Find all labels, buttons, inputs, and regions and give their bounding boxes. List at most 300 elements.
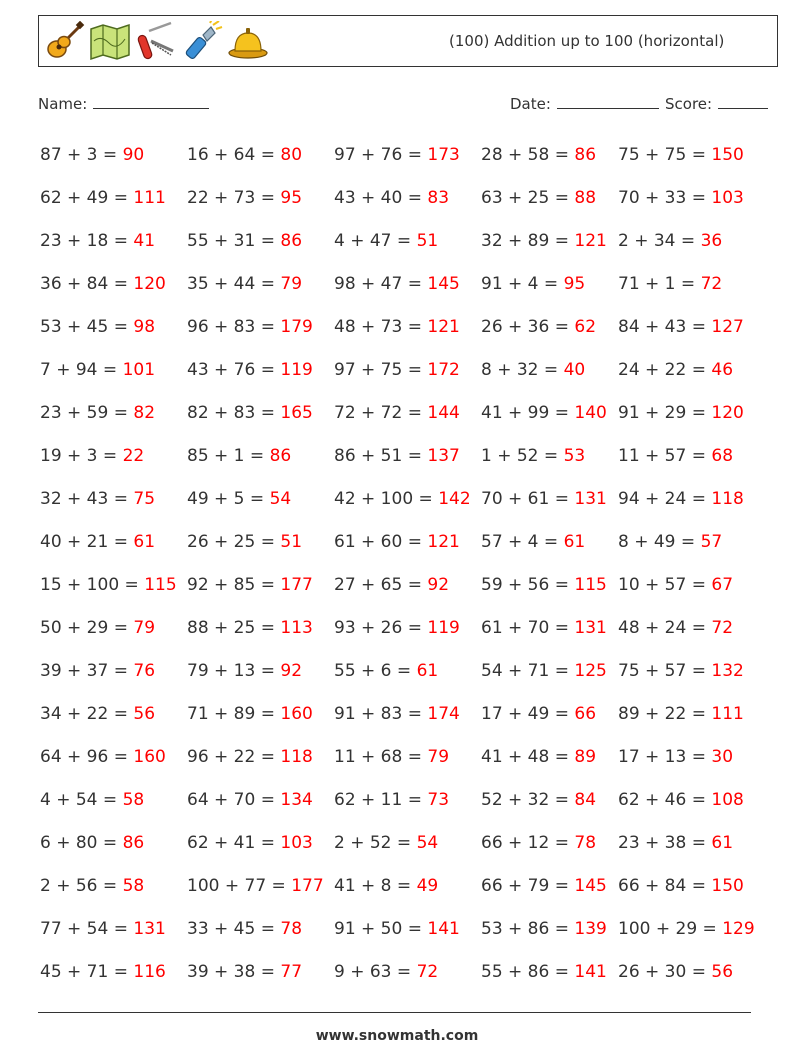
problem-item [40,349,187,392]
problem-expression: 22 + 73 = [187,188,281,208]
problem-answer: 108 [711,790,744,810]
problem-answer: 79 [280,274,303,294]
problem-answer: 118 [280,747,313,767]
problem-expression: 91 + 50 = [334,919,428,939]
problem-expression: 100 + 29 = [618,919,723,939]
problem-answer: 115 [144,575,177,595]
problem-item [618,908,768,951]
problem-expression: 42 + 100 = [334,489,439,509]
problem-item [40,521,187,564]
problem-item [40,306,187,349]
problem-answer: 49 [416,876,439,896]
problem-item [40,177,187,220]
problem-expression: 15 + 100 = [40,575,145,595]
problem-item [481,736,618,779]
problem-item [187,177,334,220]
problem-item [187,349,334,392]
problem-item [481,263,618,306]
problem-answer: 78 [280,919,303,939]
guitar-icon [43,21,85,61]
problem-expression: 49 + 5 = [187,489,270,509]
problem-answer: 160 [133,747,166,767]
problem-item [334,521,481,564]
problem-item [334,220,481,263]
problem-expression: 88 + 25 = [187,618,281,638]
problem-answer: 78 [574,833,597,853]
problem-item [618,134,768,177]
problem-item [481,951,618,994]
problem-answer: 134 [280,790,313,810]
problem-item [334,349,481,392]
problem-expression: 62 + 11 = [334,790,428,810]
problem-answer: 145 [427,274,460,294]
problem-item [334,736,481,779]
problem-expression: 61 + 60 = [334,532,428,552]
problem-expression: 77 + 54 = [40,919,134,939]
problem-answer: 61 [133,532,156,552]
problem-item [481,650,618,693]
footer-divider [38,1012,751,1013]
problem-item [618,263,768,306]
problem-answer: 139 [574,919,607,939]
header-box [38,15,778,67]
problem-expression: 59 + 56 = [481,575,575,595]
problem-answer: 173 [427,145,460,165]
problem-answer: 73 [427,790,450,810]
problem-item [40,779,187,822]
problem-item [481,220,618,263]
problem-answer: 67 [711,575,734,595]
problem-item [187,263,334,306]
problem-item [40,908,187,951]
problem-expression: 23 + 59 = [40,403,134,423]
problem-item [618,220,768,263]
problem-answer: 40 [563,360,586,380]
problem-item [334,435,481,478]
problem-item [481,564,618,607]
problem-item [40,951,187,994]
problem-item [481,134,618,177]
problem-answer: 36 [700,231,723,251]
problem-answer: 30 [711,747,734,767]
problem-expression: 7 + 94 = [40,360,123,380]
problem-item [618,779,768,822]
problem-answer: 141 [574,962,607,982]
problem-expression: 70 + 33 = [618,188,712,208]
problem-item [334,865,481,908]
problem-answer: 92 [280,661,303,681]
problem-item [40,607,187,650]
problem-expression: 8 + 49 = [618,532,701,552]
problem-expression: 48 + 73 = [334,317,428,337]
problem-expression: 26 + 36 = [481,317,575,337]
problem-expression: 62 + 41 = [187,833,281,853]
problem-item [481,822,618,865]
problem-expression: 43 + 76 = [187,360,281,380]
problem-expression: 96 + 83 = [187,317,281,337]
problem-expression: 97 + 75 = [334,360,428,380]
problem-item [187,607,334,650]
problem-item [187,693,334,736]
problem-item [481,392,618,435]
problem-expression: 96 + 22 = [187,747,281,767]
problem-answer: 72 [416,962,439,982]
problem-item [334,908,481,951]
problem-answer: 165 [280,403,313,423]
problem-item [187,435,334,478]
problem-item [334,951,481,994]
problem-expression: 66 + 12 = [481,833,575,853]
problem-item [40,865,187,908]
problem-item [334,650,481,693]
problem-item [618,650,768,693]
problem-expression: 72 + 72 = [334,403,428,423]
problem-answer: 103 [711,188,744,208]
problem-item [481,693,618,736]
problem-answer: 86 [574,145,597,165]
problem-expression: 89 + 22 = [618,704,712,724]
problem-item [187,564,334,607]
problem-answer: 111 [133,188,166,208]
problem-item [187,478,334,521]
problem-answer: 179 [280,317,313,337]
problem-item [187,521,334,564]
problem-expression: 92 + 85 = [187,575,281,595]
problem-item [187,650,334,693]
score-blank[interactable] [718,92,768,109]
problem-expression: 75 + 75 = [618,145,712,165]
problem-item [618,306,768,349]
problem-expression: 71 + 89 = [187,704,281,724]
problem-expression: 66 + 84 = [618,876,712,896]
problem-answer: 145 [574,876,607,896]
problem-answer: 82 [133,403,156,423]
problem-expression: 85 + 1 = [187,446,270,466]
footer-site: www.snowmath.com [315,1028,479,1044]
problem-item [618,693,768,736]
problem-expression: 23 + 18 = [40,231,134,251]
bell-icon [227,21,269,61]
problem-item [481,521,618,564]
problem-expression: 50 + 29 = [40,618,134,638]
problem-item [187,779,334,822]
problem-answer: 150 [711,876,744,896]
problem-expression: 91 + 29 = [618,403,712,423]
problem-expression: 55 + 86 = [481,962,575,982]
problem-expression: 43 + 40 = [334,188,428,208]
problem-item [334,134,481,177]
problem-answer: 79 [427,747,450,767]
problem-answer: 137 [427,446,460,466]
problem-answer: 119 [280,360,313,380]
problem-answer: 88 [574,188,597,208]
problem-expression: 64 + 96 = [40,747,134,767]
problem-item [40,392,187,435]
problem-answer: 131 [574,618,607,638]
problem-item [481,779,618,822]
problem-item [618,607,768,650]
problem-answer: 141 [427,919,460,939]
problem-item [187,908,334,951]
problem-answer: 41 [133,231,156,251]
problem-expression: 2 + 34 = [618,231,701,251]
problem-answer: 121 [574,231,607,251]
problem-answer: 113 [280,618,313,638]
problem-expression: 17 + 13 = [618,747,712,767]
problem-expression: 19 + 3 = [40,446,123,466]
problem-answer: 84 [574,790,597,810]
problem-item [618,822,768,865]
problem-answer: 174 [427,704,460,724]
problem-expression: 84 + 43 = [618,317,712,337]
problem-expression: 41 + 8 = [334,876,417,896]
problem-answer: 101 [122,360,156,380]
problem-answer: 86 [269,446,292,466]
problem-item [618,435,768,478]
problem-answer: 95 [280,188,303,208]
problem-expression: 54 + 71 = [481,661,575,681]
problem-expression: 91 + 83 = [334,704,428,724]
problem-item [618,865,768,908]
problem-answer: 121 [427,532,460,552]
problem-answer: 54 [269,489,292,509]
problem-item [334,822,481,865]
problem-expression: 41 + 99 = [481,403,575,423]
problem-answer: 177 [280,575,313,595]
problem-expression: 35 + 44 = [187,274,281,294]
problem-item [618,951,768,994]
problem-answer: 72 [711,618,734,638]
problem-answer: 46 [711,360,734,380]
problem-answer: 58 [122,790,145,810]
problem-answer: 90 [122,145,145,165]
problem-answer: 115 [574,575,607,595]
problem-answer: 125 [574,661,607,681]
problem-answer: 61 [563,532,586,552]
problem-expression: 40 + 21 = [40,532,134,552]
problem-expression: 82 + 83 = [187,403,281,423]
problem-item [40,478,187,521]
name-label: Name: [38,95,88,113]
problem-answer: 61 [416,661,439,681]
problem-answer: 72 [700,274,723,294]
problem-expression: 62 + 49 = [40,188,134,208]
problem-expression: 100 + 77 = [187,876,292,896]
problem-item [40,650,187,693]
problem-expression: 2 + 56 = [40,876,123,896]
problem-answer: 68 [711,446,734,466]
problem-answer: 76 [133,661,156,681]
problem-expression: 53 + 86 = [481,919,575,939]
problem-item [40,220,187,263]
problem-answer: 111 [711,704,744,724]
problem-expression: 63 + 25 = [481,188,575,208]
score-label: Score: [665,95,713,113]
problem-expression: 28 + 58 = [481,145,575,165]
problem-answer: 132 [711,661,744,681]
problem-item [334,263,481,306]
problem-answer: 86 [122,833,145,853]
problem-expression: 98 + 47 = [334,274,428,294]
problem-expression: 9 + 63 = [334,962,417,982]
problem-item [481,478,618,521]
problem-expression: 27 + 65 = [334,575,428,595]
problem-expression: 39 + 37 = [40,661,134,681]
problem-expression: 11 + 68 = [334,747,428,767]
problem-item [481,435,618,478]
problem-expression: 45 + 71 = [40,962,134,982]
problem-item [618,177,768,220]
problem-expression: 32 + 89 = [481,231,575,251]
problem-expression: 6 + 80 = [40,833,123,853]
problem-answer: 118 [711,489,744,509]
score-field [665,92,768,114]
problem-item [334,306,481,349]
problem-expression: 1 + 52 = [481,446,564,466]
problem-expression: 55 + 31 = [187,231,281,251]
problem-expression: 94 + 24 = [618,489,712,509]
problem-answer: 77 [280,962,303,982]
header-icons [43,21,269,61]
problem-answer: 58 [122,876,145,896]
problem-item [334,693,481,736]
problem-item [618,478,768,521]
problem-answer: 57 [700,532,723,552]
problem-item [481,607,618,650]
problem-expression: 87 + 3 = [40,145,123,165]
problem-answer: 22 [122,446,145,466]
problem-item [618,521,768,564]
map-icon [89,21,131,61]
problem-answer: 119 [427,618,460,638]
problem-answer: 142 [438,489,471,509]
problem-answer: 121 [427,317,460,337]
problem-item [334,607,481,650]
problem-item [187,736,334,779]
problem-item [334,392,481,435]
problem-expression: 64 + 70 = [187,790,281,810]
date-label: Date: [510,95,551,113]
problem-item [618,564,768,607]
problem-answer: 116 [133,962,166,982]
problem-answer: 83 [427,188,450,208]
name-field [38,92,209,114]
problem-answer: 160 [280,704,313,724]
flashlight-icon [181,21,223,61]
problem-item [334,779,481,822]
problem-answer: 127 [711,317,744,337]
problem-item [618,736,768,779]
problem-answer: 80 [280,145,303,165]
problem-answer: 131 [133,919,166,939]
problem-expression: 79 + 13 = [187,661,281,681]
problem-expression: 11 + 57 = [618,446,712,466]
problem-answer: 172 [427,360,460,380]
problem-expression: 75 + 57 = [618,661,712,681]
problem-expression: 33 + 45 = [187,919,281,939]
problem-answer: 120 [133,274,166,294]
problem-expression: 26 + 30 = [618,962,712,982]
problem-item [187,951,334,994]
problem-expression: 32 + 43 = [40,489,134,509]
problem-expression: 10 + 57 = [618,575,712,595]
problem-answer: 53 [563,446,586,466]
problem-answer: 51 [416,231,439,251]
problem-expression: 53 + 45 = [40,317,134,337]
problem-expression: 4 + 47 = [334,231,417,251]
problem-item [481,349,618,392]
problem-expression: 8 + 32 = [481,360,564,380]
problem-answer: 150 [711,145,744,165]
problem-expression: 97 + 76 = [334,145,428,165]
problem-expression: 52 + 32 = [481,790,575,810]
problem-answer: 131 [574,489,607,509]
problem-expression: 66 + 79 = [481,876,575,896]
problem-item [481,865,618,908]
problem-answer: 95 [563,274,586,294]
problem-answer: 56 [133,704,156,724]
problem-item [40,263,187,306]
problem-answer: 177 [291,876,324,896]
problem-expression: 24 + 22 = [618,360,712,380]
problem-answer: 103 [280,833,313,853]
problem-answer: 92 [427,575,450,595]
problem-expression: 86 + 51 = [334,446,428,466]
problem-item [40,736,187,779]
problem-item [334,564,481,607]
problem-item [187,822,334,865]
problem-item [187,865,334,908]
problem-grid [40,134,780,994]
problem-expression: 48 + 24 = [618,618,712,638]
problem-expression: 36 + 84 = [40,274,134,294]
problem-expression: 34 + 22 = [40,704,134,724]
problem-expression: 62 + 46 = [618,790,712,810]
problem-answer: 144 [427,403,460,423]
problem-expression: 41 + 48 = [481,747,575,767]
problem-expression: 70 + 61 = [481,489,575,509]
problem-item [481,306,618,349]
name-blank[interactable] [93,92,209,109]
problem-expression: 55 + 6 = [334,661,417,681]
problem-item [40,822,187,865]
problem-item [187,306,334,349]
problem-item [334,478,481,521]
problem-item [481,177,618,220]
problem-expression: 61 + 70 = [481,618,575,638]
problem-item [40,435,187,478]
problem-item [40,564,187,607]
problem-answer: 51 [280,532,303,552]
problem-item [334,177,481,220]
problem-item [618,349,768,392]
problem-answer: 86 [280,231,303,251]
problem-answer: 140 [574,403,607,423]
date-blank[interactable] [557,92,659,109]
problem-expression: 26 + 25 = [187,532,281,552]
problem-item [187,392,334,435]
problem-expression: 93 + 26 = [334,618,428,638]
problem-answer: 98 [133,317,156,337]
problem-item [40,693,187,736]
pocket-knife-icon [135,21,177,61]
problem-expression: 23 + 38 = [618,833,712,853]
date-field [510,92,659,114]
problem-answer: 56 [711,962,734,982]
problem-expression: 57 + 4 = [481,532,564,552]
problem-expression: 17 + 49 = [481,704,575,724]
problem-answer: 75 [133,489,156,509]
